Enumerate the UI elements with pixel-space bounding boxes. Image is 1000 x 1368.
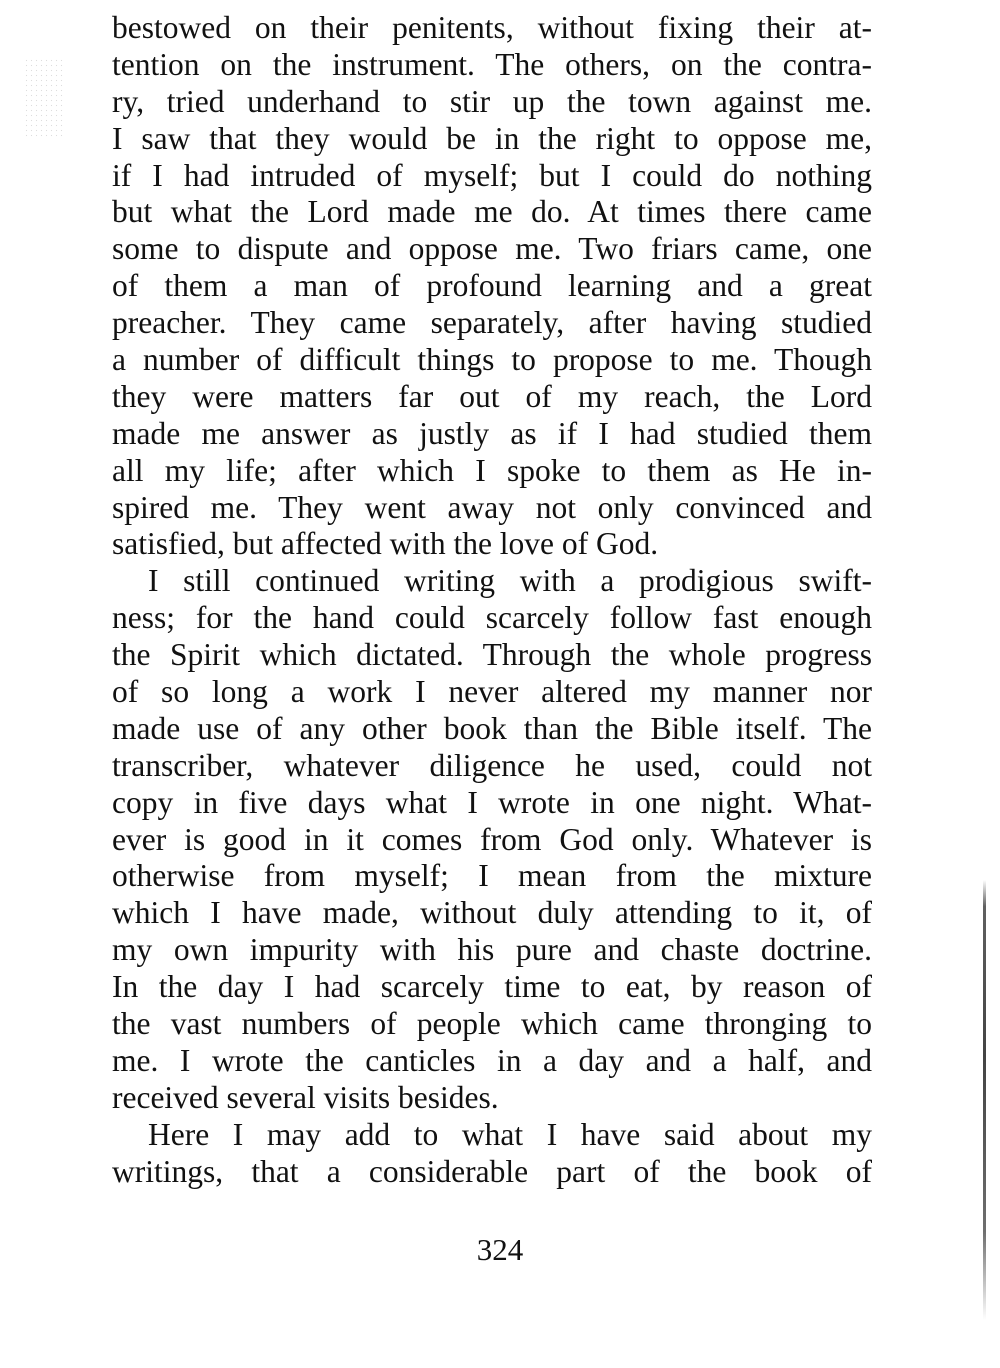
text-line: they were matters far out of my reach, the Lord bbox=[112, 378, 872, 414]
text-line: made use of any other book than the Bible itself. The bbox=[112, 710, 872, 746]
text-line: I saw that they would be in the right to oppose me, bbox=[112, 120, 872, 156]
text-line: writings, that a considerable part of the book of bbox=[112, 1153, 872, 1189]
text-line: a number of difficult things to propose to me. Though bbox=[112, 342, 872, 378]
text-line: preacher. They came separately, after having studied bbox=[112, 305, 872, 341]
text-line: satisfied, but affected with the love of God. bbox=[112, 526, 659, 562]
text-line: spired me. They went away not only convinced and bbox=[112, 489, 872, 525]
text-line: tention on the instrument. The others, on the contra- bbox=[112, 46, 872, 82]
binding-edge-shadow bbox=[983, 880, 986, 1320]
text-line: all my life; after which I spoke to them as He in- bbox=[112, 452, 872, 488]
text-line: if I had intruded of myself; but I could do nothing bbox=[112, 157, 872, 193]
text-line: received several visits besides. bbox=[112, 1079, 499, 1115]
text-line: my own impurity with his pure and chaste doctrine. bbox=[112, 932, 872, 968]
text-line: transcriber, whatever diligence he used, could not bbox=[112, 747, 872, 783]
scan-artifact bbox=[24, 58, 64, 138]
text-line: the Spirit which dictated. Through the whole progress bbox=[112, 637, 872, 673]
text-line: ness; for the hand could scarcely follow fast enough bbox=[112, 600, 872, 636]
paragraph-start-line: I still continued writing with a prodigious swift- bbox=[148, 563, 872, 599]
text-line: but what the Lord made me do. At times there came bbox=[112, 194, 872, 230]
text-line: which I have made, without duly attending to it, of bbox=[112, 895, 872, 931]
text-line: ever is good in it comes from God only. Whatever is bbox=[112, 821, 872, 857]
text-line: of so long a work I never altered my manner nor bbox=[112, 674, 872, 710]
text-line: ry, tried underhand to stir up the town against me. bbox=[112, 83, 872, 119]
page-number: 324 bbox=[476, 1232, 524, 1267]
text-line: otherwise from myself; I mean from the mixture bbox=[112, 858, 872, 894]
text-line: made me answer as justly as if I had studied them bbox=[112, 415, 872, 451]
text-line: the vast numbers of people which came thronging to bbox=[112, 1006, 872, 1042]
body-text bbox=[112, 10, 872, 1191]
text-line: bestowed on their penitents, without fixing their at- bbox=[112, 10, 872, 45]
text-line: of them a man of profound learning and a great bbox=[112, 268, 872, 304]
text-line: copy in five days what I wrote in one night. What- bbox=[112, 784, 872, 820]
paragraph-start-line: Here I may add to what I have said about my bbox=[148, 1116, 872, 1152]
text-line: In the day I had scarcely time to eat, by reason of bbox=[112, 969, 872, 1005]
text-line: me. I wrote the canticles in a day and a half, and bbox=[112, 1042, 872, 1078]
text-line: some to dispute and oppose me. Two friars came, one bbox=[112, 231, 872, 267]
